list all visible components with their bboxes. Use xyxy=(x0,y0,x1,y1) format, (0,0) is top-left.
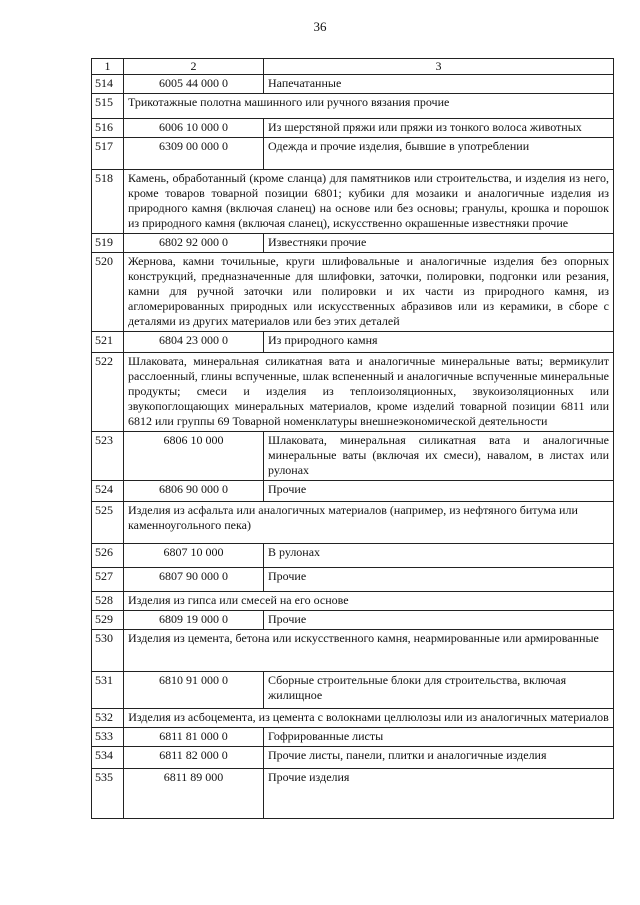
table-row xyxy=(92,709,614,728)
table-row xyxy=(92,544,614,568)
row-description: Шлаковата, минеральная силикатная вата и аналогичные минеральные ваты (включая их смеси), навалом, в листах или рулонах xyxy=(264,432,614,481)
row-description: Из природного камня xyxy=(264,332,614,353)
table-row xyxy=(92,138,614,170)
row-number: 530 xyxy=(92,630,124,672)
row-number: 514 xyxy=(92,75,124,94)
table-row xyxy=(92,94,614,119)
row-description: Изделия из цемента, бетона или искусственного камня, неармированные или армированные xyxy=(124,630,614,672)
row-code: 6807 10 000 xyxy=(124,544,264,568)
row-number: 519 xyxy=(92,234,124,253)
row-number: 531 xyxy=(92,672,124,709)
header-col-1: 1 xyxy=(92,59,124,75)
row-code: 6811 81 000 0 xyxy=(124,728,264,747)
table-row xyxy=(92,332,614,353)
row-number: 526 xyxy=(92,544,124,568)
page-number: 36 xyxy=(313,19,327,34)
row-code: 6806 10 000 xyxy=(124,432,264,481)
row-description: Прочие xyxy=(264,481,614,502)
row-number: 529 xyxy=(92,611,124,630)
table-row xyxy=(92,592,614,611)
row-code: 6309 00 000 0 xyxy=(124,138,264,170)
row-number: 532 xyxy=(92,709,124,728)
row-description: Камень, обработанный (кроме сланца) для памятников или строительства, и изделия из него, кроме товаров товарной позиции 6801; кубики для мозаики и аналогичные изделия из природного камня (включая сланец) на основе или без основы; гранулы, крошка и порошок из природного камня (включая сланец), искусственно окрашенные известняки прочие xyxy=(124,170,614,234)
row-number: 521 xyxy=(92,332,124,353)
row-description: Известняки прочие xyxy=(264,234,614,253)
row-code: 6811 82 000 0 xyxy=(124,747,264,769)
row-description: Изделия из гипса или смесей на его основе xyxy=(124,592,614,611)
row-description: Прочие xyxy=(264,568,614,592)
row-description: Трикотажные полотна машинного или ручного вязания прочие xyxy=(124,94,614,119)
row-number: 516 xyxy=(92,119,124,138)
header-col-2: 2 xyxy=(124,59,264,75)
row-number: 534 xyxy=(92,747,124,769)
goods-table xyxy=(91,58,614,819)
row-number: 524 xyxy=(92,481,124,502)
row-description: Жернова, камни точильные, круги шлифовальные и аналогичные изделия без опорных конструкций, предназначенные для шлифовки, заточки, полировки, подгонки или резания, камни для ручной заточки или полировки и их части из природного камня, из агломерированных природных или искусственных абразивов или из керамики, в сборе с деталями из других материалов или без этих деталей xyxy=(124,253,614,332)
row-code: 6006 10 000 0 xyxy=(124,119,264,138)
row-code: 6802 92 000 0 xyxy=(124,234,264,253)
table-row xyxy=(92,234,614,253)
table-row xyxy=(92,502,614,544)
row-description: Шлаковата, минеральная силикатная вата и аналогичные минеральные ваты; вермикулит расслоенный, глины вспученные, шлак вспененный и аналогичные вспученные минеральные продукты; смеси и изделия из теплоизоляционных, звукоизоляционных или звукопоглощающих минеральных материалов, кроме изделий товарной позиции 6811 или 6812 или группы 69 Товарной номенклатуры внешнеэкономической деятельности xyxy=(124,353,614,432)
table-row xyxy=(92,747,614,769)
row-description: Прочие листы, панели, плитки и аналогичные изделия xyxy=(264,747,614,769)
row-number: 517 xyxy=(92,138,124,170)
row-number: 518 xyxy=(92,170,124,234)
row-code: 6810 91 000 0 xyxy=(124,672,264,709)
row-description: Гофрированные листы xyxy=(264,728,614,747)
table-header-row xyxy=(92,59,614,75)
row-number: 535 xyxy=(92,769,124,819)
row-code: 6807 90 000 0 xyxy=(124,568,264,592)
row-description: Сборные строительные блоки для строительства, включая жилищное xyxy=(264,672,614,709)
table-row xyxy=(92,769,614,819)
row-code: 6809 19 000 0 xyxy=(124,611,264,630)
row-description: Изделия из асбоцемента, из цемента с волокнами целлюлозы или из аналогичных материалов xyxy=(124,709,614,728)
row-number: 533 xyxy=(92,728,124,747)
row-number: 515 xyxy=(92,94,124,119)
row-number: 520 xyxy=(92,253,124,332)
table-row xyxy=(92,672,614,709)
row-code: 6804 23 000 0 xyxy=(124,332,264,353)
table-row xyxy=(92,611,614,630)
row-code: 6005 44 000 0 xyxy=(124,75,264,94)
table-row xyxy=(92,630,614,672)
row-code: 6811 89 000 xyxy=(124,769,264,819)
row-description: Из шерстяной пряжи или пряжи из тонкого волоса животных xyxy=(264,119,614,138)
row-description: Одежда и прочие изделия, бывшие в употреблении xyxy=(264,138,614,170)
row-code: 6806 90 000 0 xyxy=(124,481,264,502)
table-row xyxy=(92,728,614,747)
table-row xyxy=(92,253,614,332)
table-row xyxy=(92,170,614,234)
table-row xyxy=(92,75,614,94)
row-description: Прочие изделия xyxy=(264,769,614,819)
row-number: 528 xyxy=(92,592,124,611)
table-row xyxy=(92,481,614,502)
row-description: Изделия из асфальта или аналогичных материалов (например, из нефтяного битума или каменноугольного пека) xyxy=(124,502,614,544)
row-number: 523 xyxy=(92,432,124,481)
table-row xyxy=(92,568,614,592)
row-number: 527 xyxy=(92,568,124,592)
row-number: 522 xyxy=(92,353,124,432)
row-description: Прочие xyxy=(264,611,614,630)
header-col-3: 3 xyxy=(264,59,614,75)
table-row xyxy=(92,432,614,481)
row-description: В рулонах xyxy=(264,544,614,568)
table-row xyxy=(92,119,614,138)
table-row xyxy=(92,353,614,432)
row-number: 525 xyxy=(92,502,124,544)
row-description: Напечатанные xyxy=(264,75,614,94)
